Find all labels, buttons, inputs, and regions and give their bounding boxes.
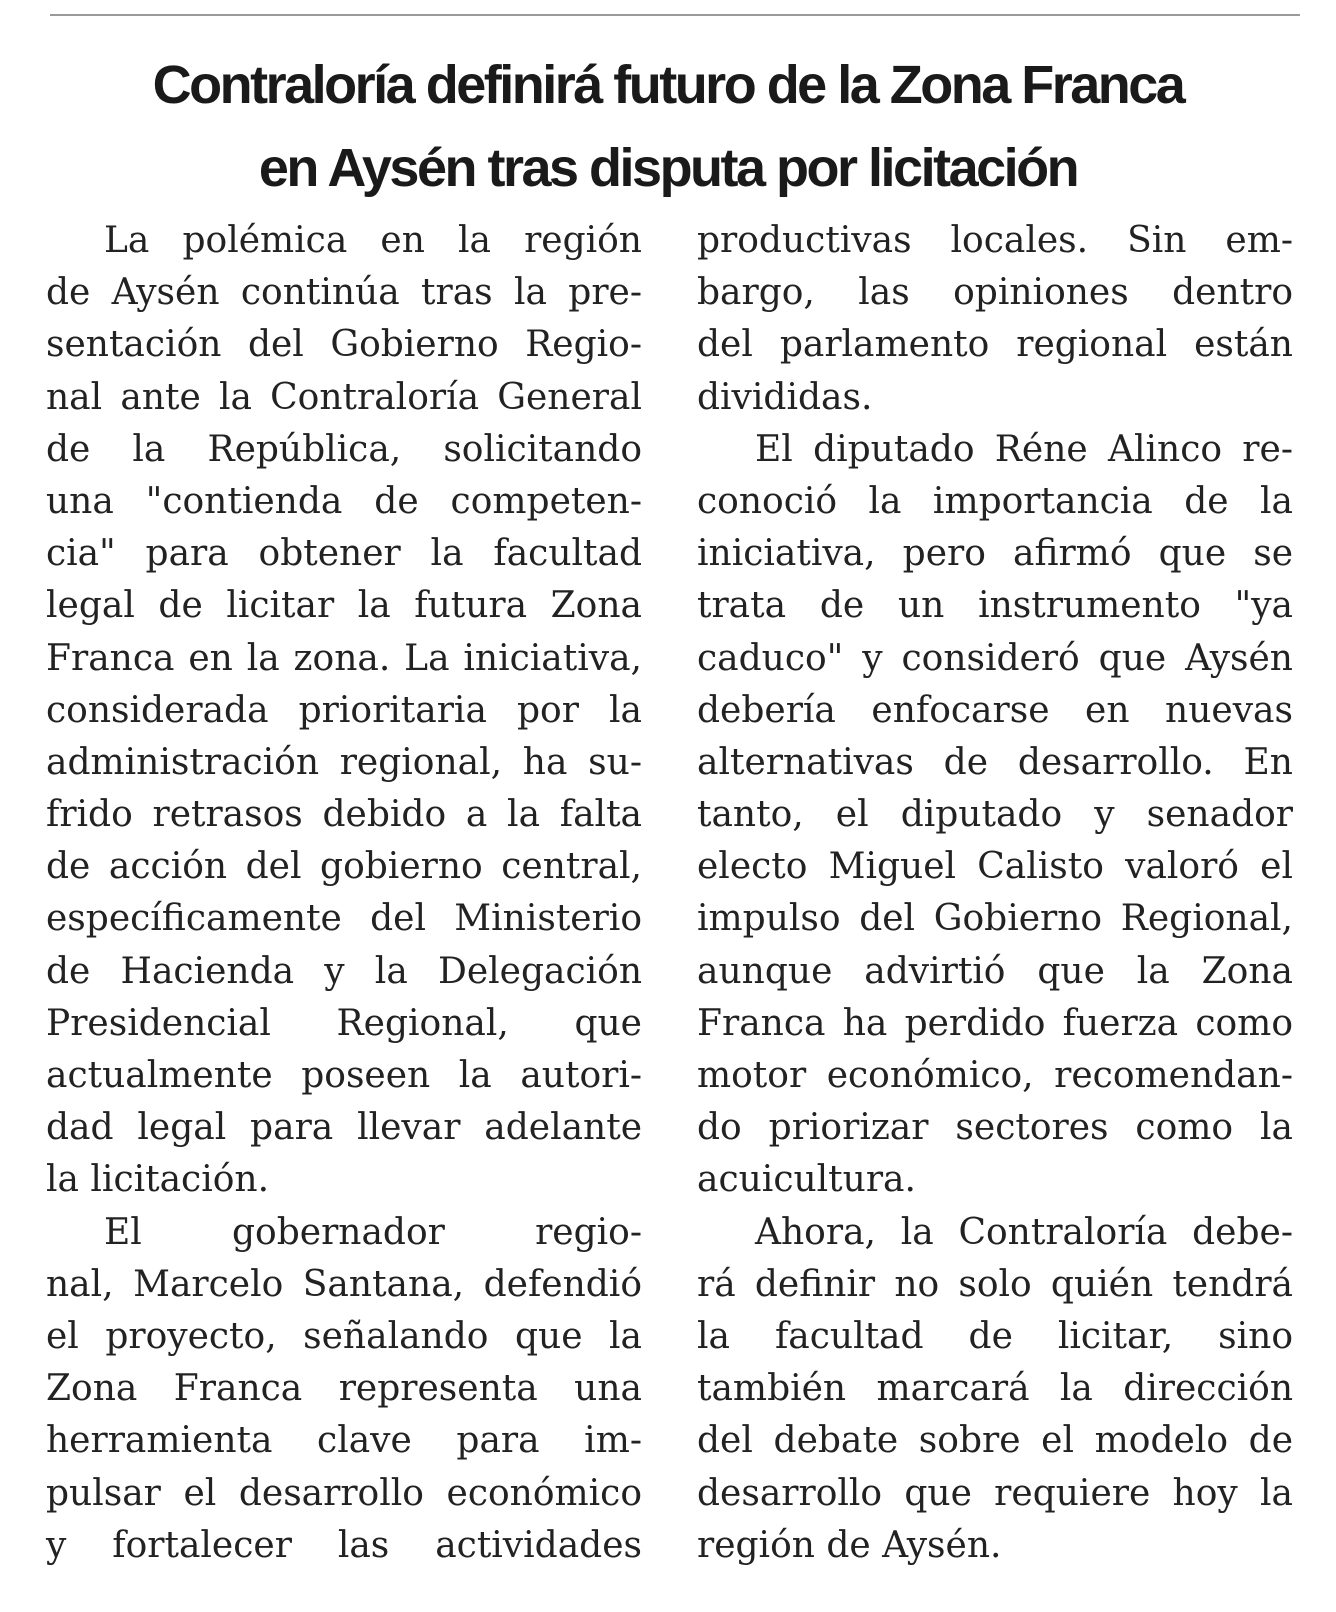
body-text-line: motor económico, recomendan- <box>697 1055 1293 1096</box>
body-text-line: bargo, las opiniones dentro <box>697 272 1293 314</box>
headline <box>20 44 1316 210</box>
body-text-line: iniciativa, pero afirmó que se <box>697 533 1293 575</box>
headline-line-1: Contraloría definirá futuro de la Zona Franca <box>152 55 1184 115</box>
body-text-line: también marcará la dirección <box>697 1368 1293 1410</box>
body-text-line: do priorizar sectores como la <box>697 1107 1293 1149</box>
body-text-line: de Aysén continúa tras la pre- <box>46 272 642 314</box>
body-text-line: Presidencial Regional, que <box>46 1002 642 1044</box>
body-text-line: de la República, solicitando <box>46 428 642 470</box>
body-text-line: específicamente del Ministerio <box>46 898 642 940</box>
body-text-line: tanto, el diputado y senador <box>697 794 1293 836</box>
body-text-line: El gobernador regio- <box>104 1211 642 1253</box>
body-text-line: el proyecto, señalando que la <box>46 1315 642 1357</box>
body-text-line: dad legal para llevar adelante <box>46 1107 642 1149</box>
body-text-line: productivas locales. Sin em- <box>697 220 1293 261</box>
body-text-line: caduco" y consideró que Aysén <box>697 637 1293 679</box>
body-text-line: desarrollo que requiere hoy la <box>697 1472 1293 1514</box>
body-text-line: Zona Franca representa una <box>46 1368 642 1410</box>
body-text-line: rá definir no solo quién tendrá <box>697 1263 1293 1305</box>
body-text-line: Franca ha perdido fuerza como <box>697 1002 1293 1044</box>
article-column-right <box>697 215 1293 1572</box>
body-text-line: La polémica en la región <box>104 220 642 261</box>
body-text-line: y fortalecer las actividades <box>46 1524 642 1566</box>
body-text-line: El diputado Réne Alinco re- <box>755 428 1293 470</box>
body-text-line: la licitación. <box>46 1159 270 1201</box>
body-text-line: cia" para obtener la facultad <box>46 533 642 575</box>
body-text-line: nal, Marcelo Santana, defendió <box>46 1263 642 1305</box>
body-text-line: del parlamento regional están <box>697 324 1293 366</box>
body-text-line: de Hacienda y la Delegación <box>46 950 642 992</box>
body-text-line: de acción del gobierno central, <box>46 846 642 888</box>
body-text-line: pulsar el desarrollo económico <box>46 1472 642 1514</box>
body-text-line: actualmente poseen la autori- <box>46 1055 642 1096</box>
body-text-line: administración regional, ha su- <box>46 741 642 783</box>
body-text-line: del debate sobre el modelo de <box>697 1420 1293 1462</box>
body-text-line: debería enfocarse en nuevas <box>697 689 1293 731</box>
top-rule <box>50 14 1300 16</box>
headline-line-2: en Aysén tras disputa por licitación <box>258 138 1078 198</box>
body-text-line: una "contienda de competen- <box>46 480 642 522</box>
body-text-line: Franca en la zona. La iniciativa, <box>46 637 642 679</box>
body-text-line: nal ante la Contraloría General <box>46 376 642 418</box>
body-text-line: impulso del Gobierno Regional, <box>697 898 1293 940</box>
body-text-line: trata de un instrumento "ya <box>697 585 1293 627</box>
body-text-line: alternativas de desarrollo. En <box>697 741 1293 783</box>
body-text-line: divididas. <box>697 376 873 418</box>
body-text-line: considerada prioritaria por la <box>46 689 642 731</box>
body-text-line: Ahora, la Contraloría debe- <box>755 1211 1293 1253</box>
body-text-line: frido retrasos debido a la falta <box>46 794 642 836</box>
article-column-left <box>46 215 642 1572</box>
body-text-line: región de Aysén. <box>697 1524 1002 1566</box>
body-text-line: acuicultura. <box>697 1159 916 1201</box>
body-text-line: electo Miguel Calisto valoró el <box>697 846 1293 888</box>
body-text-line: herramienta clave para im- <box>46 1420 642 1462</box>
body-text-line: conoció la importancia de la <box>697 480 1293 522</box>
body-text-line: legal de licitar la futura Zona <box>46 585 642 627</box>
body-text-line: aunque advirtió que la Zona <box>697 950 1293 992</box>
body-text-line: sentación del Gobierno Regio- <box>46 324 642 366</box>
body-text-line: la facultad de licitar, sino <box>697 1315 1293 1357</box>
